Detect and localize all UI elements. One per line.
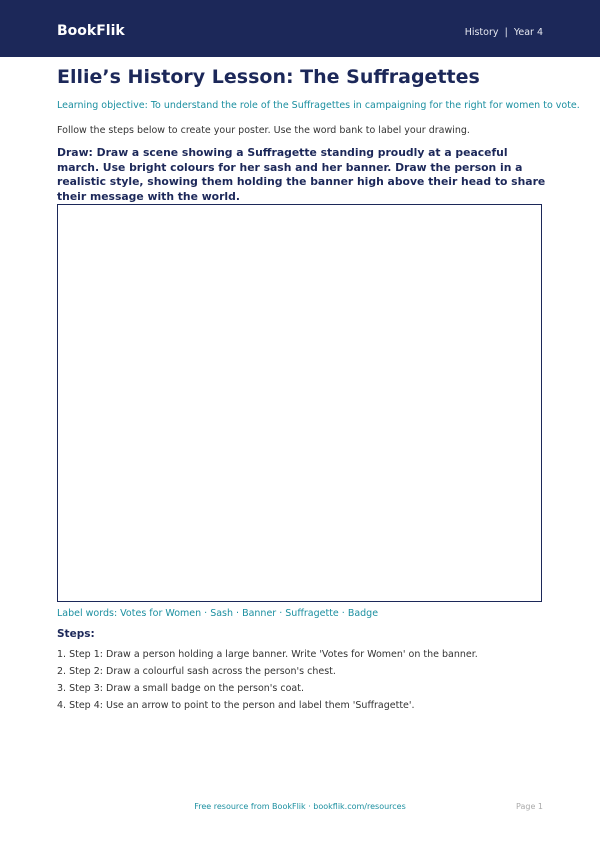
breadcrumb-separator: | — [504, 27, 508, 38]
draw-prompt: Draw: Draw a scene showing a Suffragette standing proudly at a peaceful march. Use bright colours for her sash and her banner. Draw the person in a realistic style, showing them holding the banner high above their head to share their message with the world. — [57, 146, 546, 203]
step-item: 4. Step 4: Use an arrow to point to the person and label them 'Suffragette'. — [57, 700, 415, 711]
breadcrumb-year: Year 4 — [513, 27, 543, 38]
steps-heading: Steps: — [57, 628, 95, 640]
instructions: Follow the steps below to create your poster. Use the word bank to label your drawing. — [57, 125, 470, 136]
learning-objective: Learning objective: To understand the role of the Suffragettes in campaigning for the right for women to vote. — [57, 100, 580, 111]
step-item: 2. Step 2: Draw a colourful sash across the person's chest. — [57, 666, 336, 677]
label-words: Label words: Votes for Women · Sash · Banner · Suffragette · Badge — [57, 608, 379, 619]
header-bar — [0, 0, 600, 57]
brand-logo[interactable]: BookFlik — [57, 23, 125, 39]
steps-list — [57, 648, 478, 716]
drawing-area[interactable] — [57, 204, 542, 602]
step-item: 1. Step 1: Draw a person holding a large banner. Write 'Votes for Women' on the banner. — [57, 649, 478, 660]
step-item: 3. Step 3: Draw a small badge on the person's coat. — [57, 683, 304, 694]
breadcrumb-subject: History — [464, 27, 499, 38]
page-title: Ellie’s History Lesson: The Suffragettes — [57, 66, 480, 88]
breadcrumb — [465, 27, 543, 38]
footer-text: Free resource from BookFlik · bookflik.com/resources — [194, 802, 406, 811]
page-number: Page 1 — [516, 802, 543, 811]
